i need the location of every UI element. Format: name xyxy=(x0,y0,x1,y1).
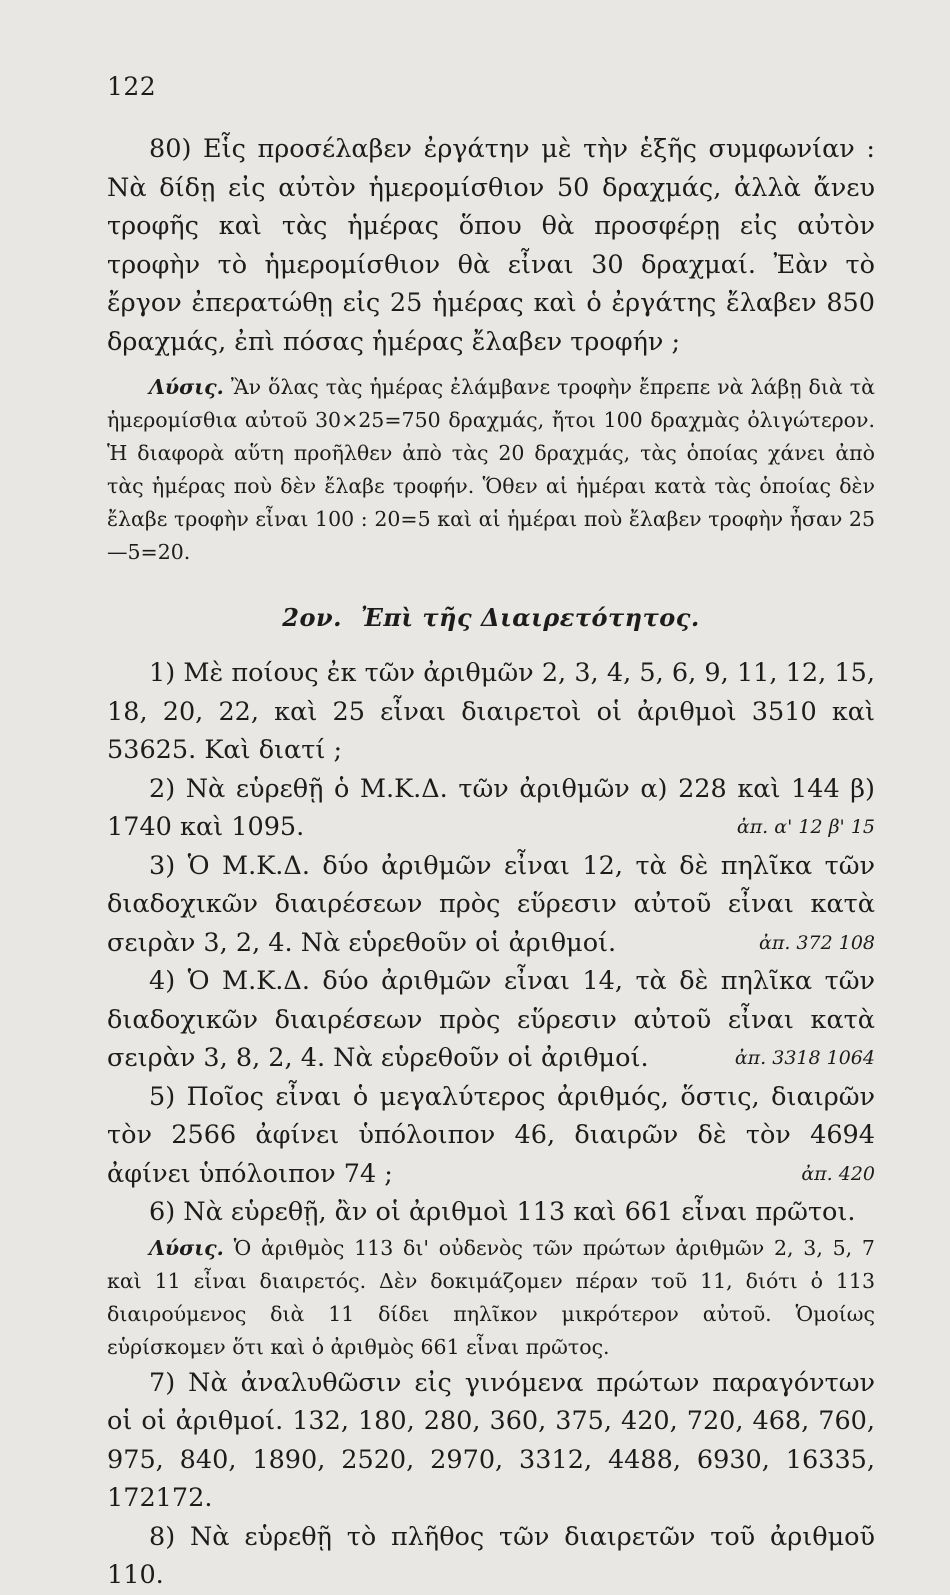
solution-80 xyxy=(107,371,875,569)
problem-4-text: 4) Ὁ Μ.Κ.Δ. δύο ἀριθμῶν εἶναι 14, τὰ δὲ πηλῖκα τῶν διαδοχικῶν διαιρέσεων πρὸς εὕρεσιν αὐτοῦ εἶναι κατὰ σειρὰν 3, 8, 2, 4. Νὰ εὑρεθοῦν οἱ ἀριθμοί. xyxy=(107,966,875,1073)
problem-7: 7) Νὰ ἀναλυθῶσιν εἰς γινόμενα πρώτων παραγόντων οἱ οἱ ἀριθμοί. 132, 180, 280, 360, 375, 420, 720, 468, 760, 975, 840, 1890, 2520, 2970, 3312, 4488, 6930, 16335, 172172. xyxy=(107,1367,875,1513)
problem-2-text: 2) Νὰ εὑρεθῇ ὁ Μ.Κ.Δ. τῶν ἀριθμῶν α) 228 καὶ 144 β) 1740 καὶ 1095. xyxy=(107,773,875,842)
problem-5-answer: ἀπ. 420 xyxy=(801,1162,875,1185)
problem-4-answer: ἀπ. 3318 1064 xyxy=(734,1047,875,1069)
problem-80: 80) Εἷς προσέλαβεν ἐργάτην μὲ τὴν ἑξῆς συμφωνίαν : Νὰ δίδῃ εἰς αὐτὸν ἡμερομίσθιον 50 δραχμάς, ἀλλὰ ἄνευ τροφῆς καὶ τὰς ἡμέρας ὅπου θὰ προσφέρῃ εἰς αὐτὸν τροφὴν τὸ ἡμερομίσθιον θὰ εἶναι 30 δραχμαί. Ἐὰν τὸ ἔργον ἐπερατώθῃ εἰς 25 ἡμέρας καὶ ὁ ἐργάτης ἔλαβεν 850 δραχμάς, ἐπὶ πόσας ἡμέρας ἔλαβεν τροφήν ; xyxy=(107,134,875,357)
solution-80-text: Ἂν ὅλας τὰς ἡμέρας ἐλάμβανε τροφὴν ἔπρεπε νὰ λάβῃ διὰ τὰ ἡμερομίσθια αὐτοῦ 30×25=750 δραχμάς, ἤτοι 100 δραχμὰς ὀλιγώτερον. Ἡ διαφορὰ αὕτη προῆλθεν ἀπὸ τὰς 20 δραχμάς, τὰς ὁποίας χάνει ἀπὸ τὰς ἡμέρας ποὺ δὲν ἔλαβε τροφήν. Ὅθεν αἱ ἡμέραι κατὰ τὰς ὁποίας δὲν ἔλαβε τροφὴν εἶναι 100 : 20=5 καὶ αἱ ἡμέραι ποὺ ἔλαβεν τροφὴν ἦσαν 25—5=20. xyxy=(107,375,875,564)
solution-label: Λύσις. xyxy=(149,375,224,399)
page-number: 122 xyxy=(107,72,157,101)
problem-3 xyxy=(107,847,875,963)
problem-3-answer: ἀπ. 372 108 xyxy=(759,931,875,954)
section-heading xyxy=(107,603,875,632)
problem-2-answer: ἀπ. α' 12 β' 15 xyxy=(736,816,875,838)
solution-6-label: Λύσις. xyxy=(149,1235,224,1260)
page-content xyxy=(107,130,875,1595)
solution-6-text: Ὁ ἀριθμὸς 113 δι' οὐδενὸς τῶν πρώτων ἀριθμῶν 2, 3, 5, 7 καὶ 11 εἶναι διαιρετός. Δὲν δοκιμάζομεν πέραν τοῦ 11, διότι ὁ 113 διαιρούμενος διὰ 11 δίδει πηλῖκον μικρότερον αὐτοῦ. Ὁμοίως εὑρίσκομεν ὅτι καὶ ὁ ἀριθμὸς 661 εἶναι πρῶτος. xyxy=(107,1235,875,1359)
problem-6: 6) Νὰ εὑρεθῇ, ἂν οἱ ἀριθμοὶ 113 καὶ 661 εἶναι πρῶτοι. xyxy=(149,1197,856,1227)
problem-2 xyxy=(107,770,875,847)
section-title: Ἐπὶ τῆς Διαιρετότητος. xyxy=(360,603,700,632)
problem-1: 1) Μὲ ποίους ἐκ τῶν ἀριθμῶν 2, 3, 4, 5, 6, 9, 11, 12, 15, 18, 20, 22, καὶ 25 εἶναι διαιρετοὶ οἱ ἀριθμοὶ 3510 καὶ 53625. Καὶ διατί ; xyxy=(107,658,875,765)
section-number: 2ον. xyxy=(282,603,342,632)
problem-5 xyxy=(107,1078,875,1194)
problem-8: 8) Νὰ εὑρεθῇ τὸ πλῆθος τῶν διαιρετῶν τοῦ ἀριθμοῦ 110. xyxy=(107,1521,875,1590)
solution-6 xyxy=(107,1232,875,1364)
problem-3-text: 3) Ὁ Μ.Κ.Δ. δύο ἀριθμῶν εἶναι 12, τὰ δὲ πηλῖκα τῶν διαδοχικῶν διαιρέσεων πρὸς εὕρεσιν αὐτοῦ εἶναι κατὰ σειρὰν 3, 2, 4. Νὰ εὑρεθοῦν οἱ ἀριθμοί. xyxy=(107,850,875,958)
problem-5-text: 5) Ποῖος εἶναι ὁ μεγαλύτερος ἀριθμός, ὅστις, διαιρῶν τὸν 2566 ἀφίνει ὑπόλοιπον 46, διαιρῶν δὲ τὸν 4694 ἀφίνει ὑπόλοιπον 74 ; xyxy=(107,1081,875,1189)
problem-4 xyxy=(107,962,875,1078)
